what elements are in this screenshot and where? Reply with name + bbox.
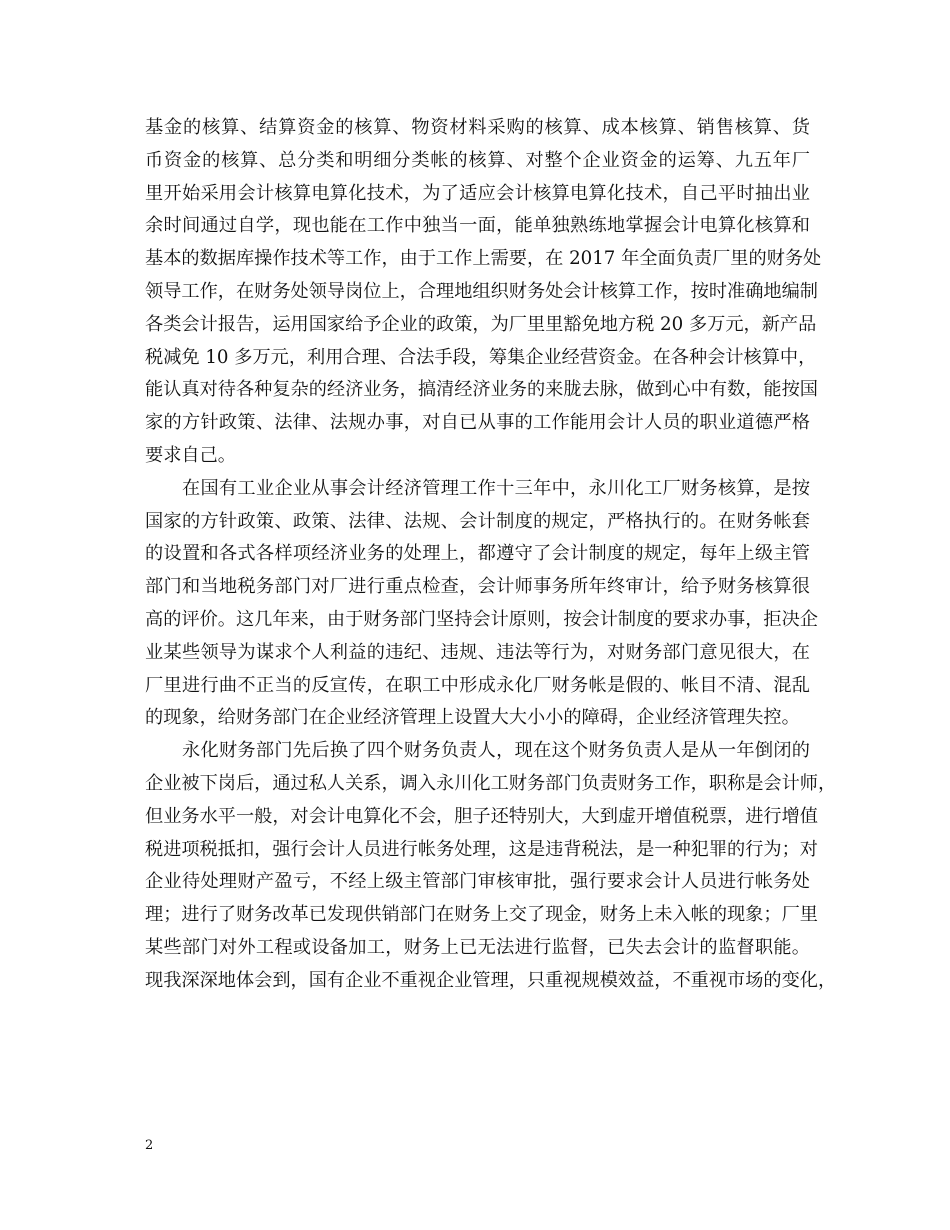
text-line: 在国有工业企业从事会计经济管理工作十三年中，永川化工厂财务核算，是按: [182, 477, 810, 499]
text-line: 业某些领导为谋求个人利益的违纪、违规、违法等行为，对财务部门意见很大，在: [145, 641, 810, 663]
text-line: 部门和当地税务部门对厂进行重点检查，会计师事务所年终审计，给予财务核算很: [145, 576, 810, 598]
text-line: 领导工作，在财务处领导岗位上，合理地组织财务处会计核算工作，按时准确地编制: [145, 280, 818, 302]
text-line: 某些部门对外工程或设备加工，财务上已无法进行监督，已失去会计的监督职能。: [145, 936, 810, 958]
text-line: 余时间通过自学，现也能在工作中独当一面，能单独熟练地掌握会计电算化核算和: [145, 215, 810, 237]
text-line: 基金的核算、结算资金的核算、物资材料采购的核算、成本核算、销售核算、货: [145, 117, 810, 138]
text-line: 各类会计报告，运用国家给予企业的政策，为厂里里豁免地方税 20 多万元，新产品: [145, 313, 817, 335]
text-line: 家的方针政策、法律、法规办事，对自已从事的工作能用会计人员的职业道德严格: [145, 412, 810, 434]
text-line: 要求自己。: [145, 444, 236, 466]
paragraph: [145, 473, 818, 735]
text-line: 税进项税抵扣，强行会计人员进行帐务处理，这是违背税法，是一种犯罪的行为；对: [145, 838, 818, 860]
text-line: 基本的数据库操作技术等工作，由于工作上需要，在 2017 年全面负责厂里的财务处: [145, 248, 822, 270]
text-line: 企业被下岗后，通过私人关系，调入永川化工财务部门负责财务工作，职称是会计师，: [145, 772, 837, 794]
text-line: 税减免 10 多万元，利用合理、合法手段，筹集企业经营资金。在各种会计核算中，: [145, 346, 817, 368]
text-line: 能认真对待各种复杂的经济业务，搞清经济业务的来胧去脉，做到心中有数，能按国: [145, 379, 818, 401]
text-line: 国家的方针政策、政策、法律、法规、会计制度的规定，严格执行的。在财务帐套: [145, 510, 810, 532]
page-number: 2: [145, 1138, 154, 1153]
paragraph: [145, 112, 822, 473]
text-line: 理；进行了财务改革已发现供销部门在财务上交了现金，财务上未入帐的现象；厂里: [145, 904, 818, 926]
text-line: 厂里进行曲不正当的反宣传，在职工中形成永化厂财务帐是假的、帐目不清、混乱: [145, 674, 810, 696]
text-line: 现我深深地体会到，国有企业不重视企业管理，只重视规模效益，不重视市场的变化，: [145, 969, 837, 991]
text-line: 永化财务部门先后换了四个财务负责人，现在这个财务负责人是从一年倒闭的: [182, 740, 810, 762]
body-text: [145, 112, 837, 998]
text-line: 的设置和各式各样项经济业务的处理上，都遵守了会计制度的规定，每年上级主管: [145, 543, 810, 565]
text-line: 但业务水平一般，对会计电算化不会，胆子还特别大，大到虚开增值税票，进行增值: [145, 805, 818, 827]
text-line: 里开始采用会计核算电算化技术，为了适应会计核算电算化技术，自己平时抽出业: [145, 182, 810, 204]
text-line: 的现象，给财务部门在企业经济管理上设置大大小小的障碍，企业经济管理失控。: [145, 707, 800, 729]
paragraph: [145, 735, 837, 997]
text-line: 币资金的核算、总分类和明细分类帐的核算、对整个企业资金的运筹、九五年厂: [145, 149, 810, 171]
text-line: 高的评价。这几年来，由于财务部门坚持会计原则，按会计制度的要求办事，拒决企: [145, 608, 818, 630]
text-line: 企业待处理财产盈亏，不经上级主管部门审核审批，强行要求会计人员进行帐务处: [145, 871, 810, 893]
